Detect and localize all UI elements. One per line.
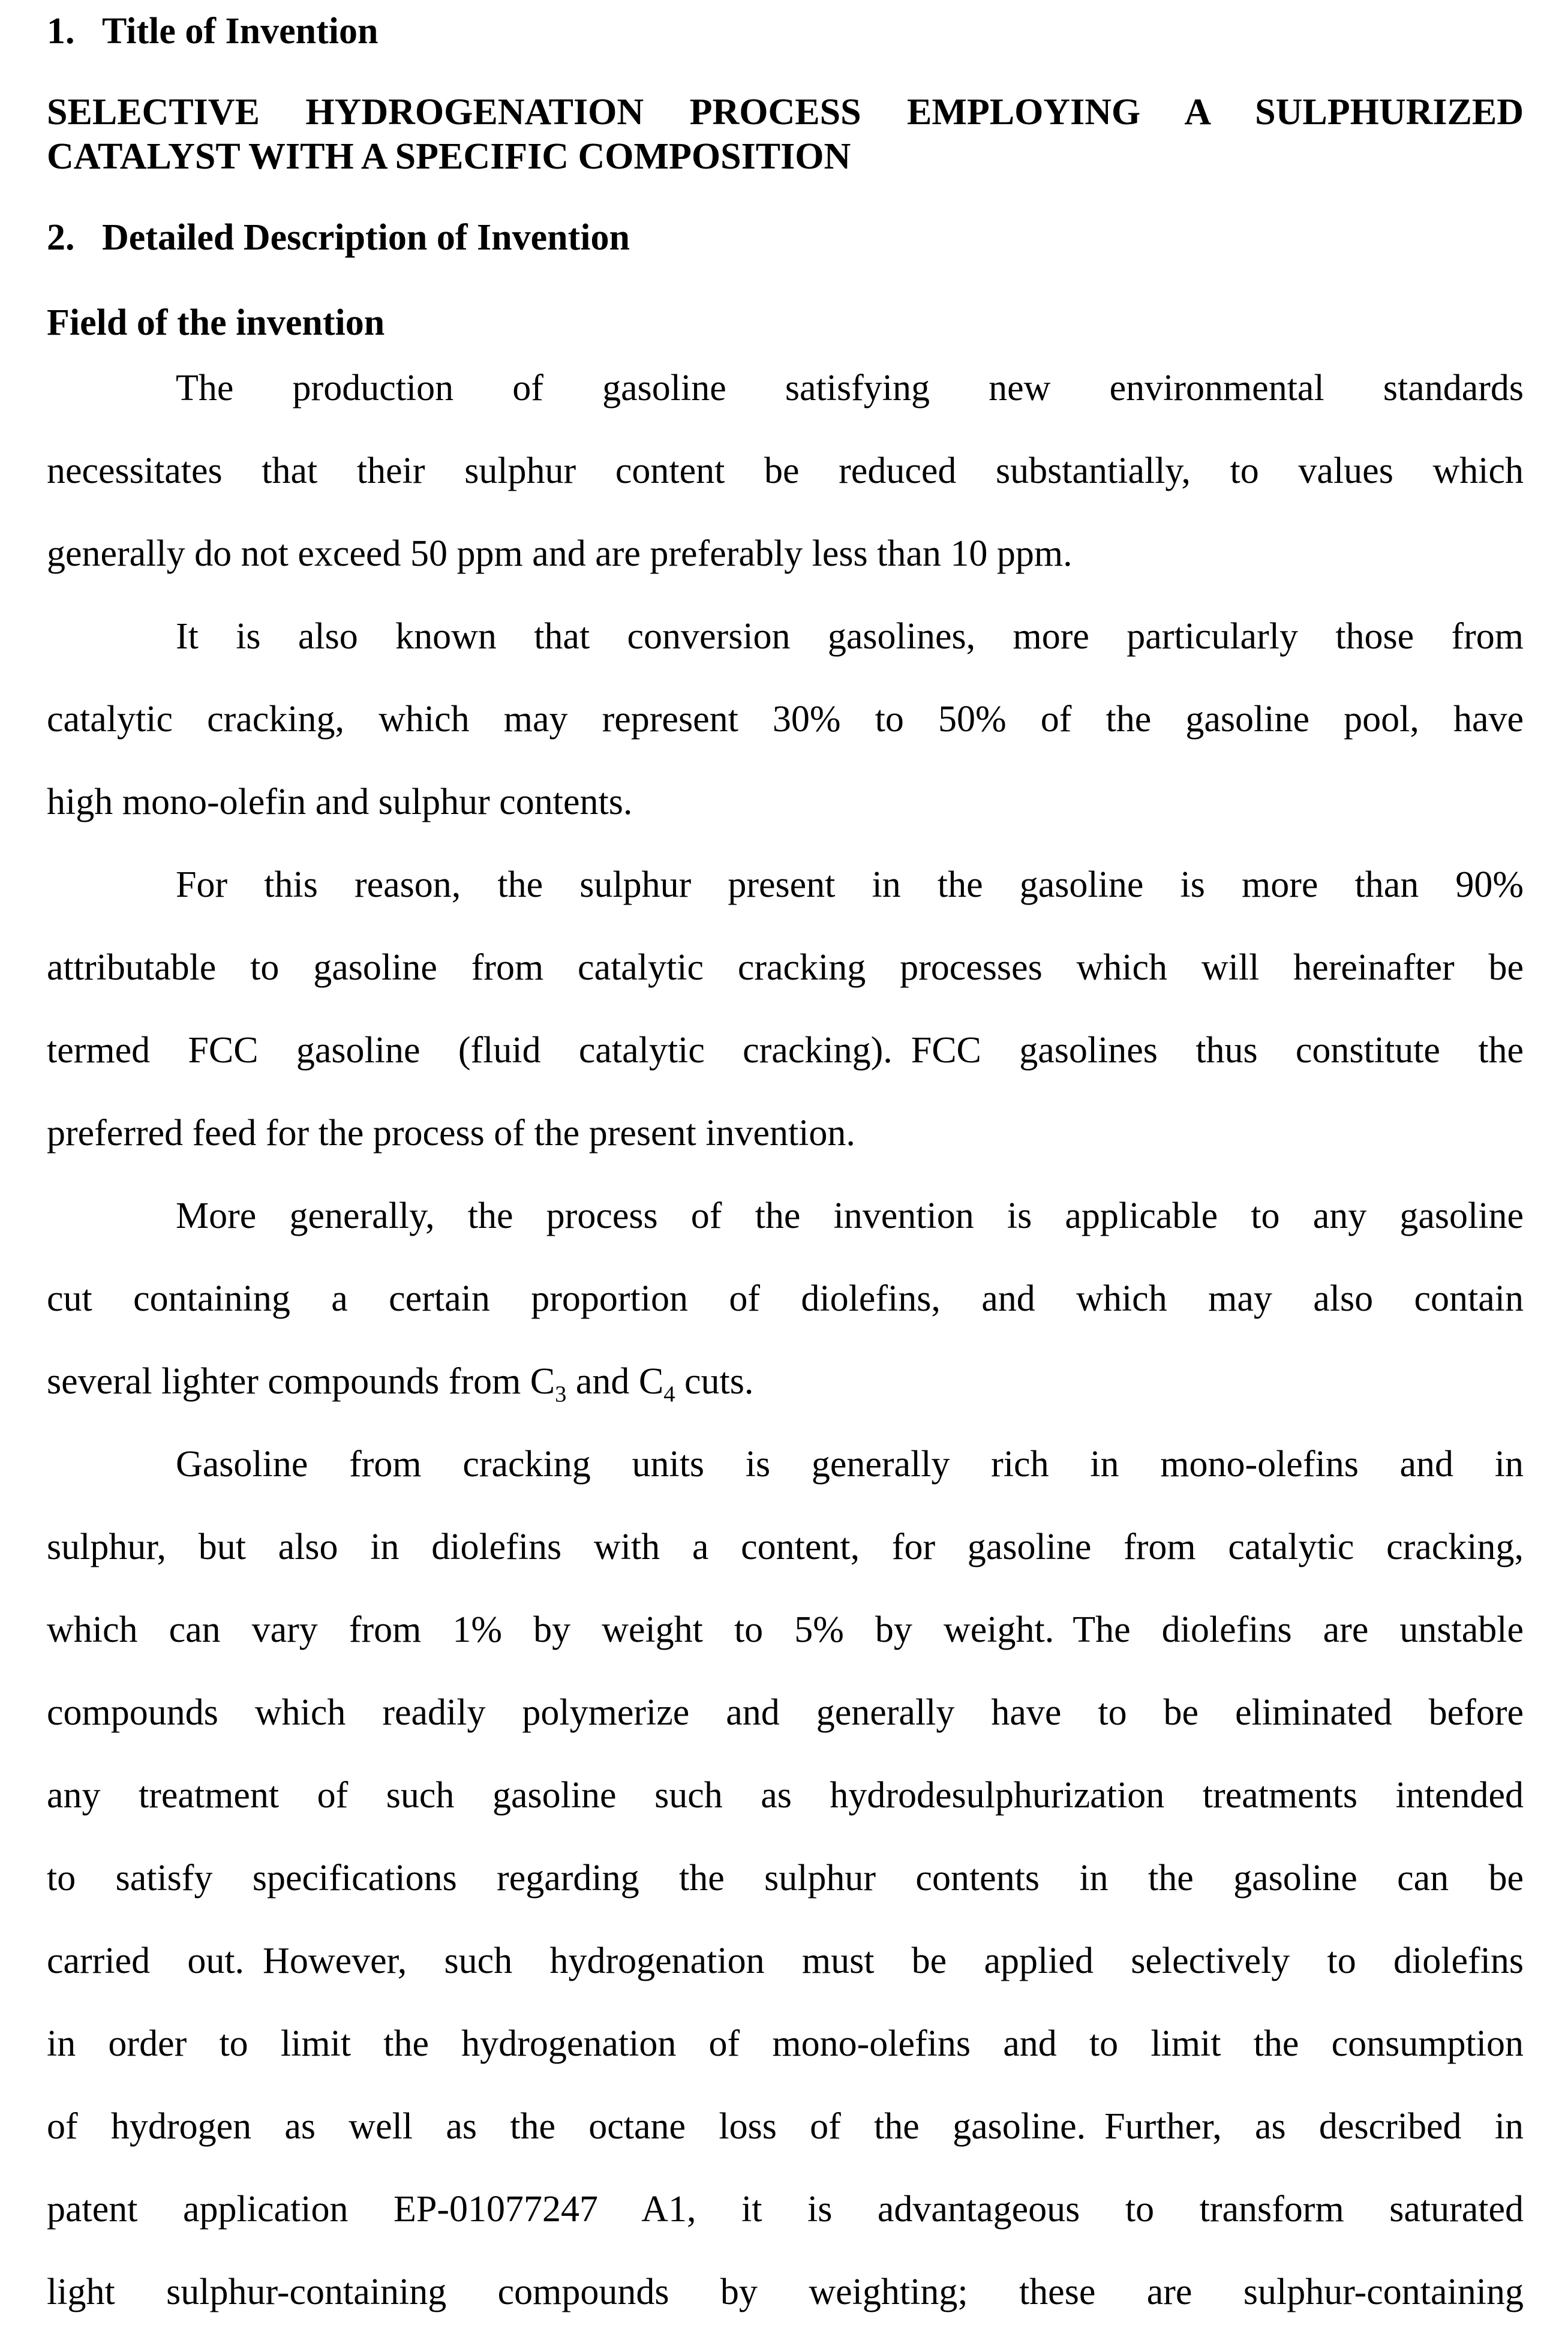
field-of-invention-heading: Field of the invention [47,302,385,343]
text-line: catalytic cracking, which may represent 30% to 50% of the gasoline pool, have [47,699,1524,740]
paragraph [47,347,1524,595]
text-line: attributable to gasoline from catalytic cracking processes which will hereinafter be [47,947,1524,988]
paragraph [47,1174,1524,1423]
paragraph [47,595,1524,843]
text-line: cut containing a certain proportion of diolefins, and which may also contain [47,1278,1524,1319]
text-line: patent application EP-01077247 A1, it is advantageous to transform saturated [47,2189,1524,2230]
text-run: several lighter compounds from C [47,1361,555,1402]
text-line: necessitates that their sulphur content be reduced substantially, to values which [47,450,1524,491]
subscript-text: 4 [663,1381,675,1407]
section-heading-detailed-description [47,214,1524,262]
section-number: 2. [47,217,75,258]
text-line: in order to limit the hydrogenation of mono-olefins and to limit the consumption [47,2023,1524,2064]
text-run: cuts. [675,1361,754,1402]
text-line: More generally, the process of the invention is applicable to any gasoline [176,1195,1524,1236]
text-line: to satisfy specifications regarding the sulphur contents in the gasoline can be [47,1858,1524,1899]
invention-title [47,90,1524,179]
text-run: and C [566,1361,664,1402]
section-number: 1. [47,11,75,52]
text-line: carried out. However, such hydrogenation must be applied selectively to diolefins [47,1941,1524,1981]
text-line: preferred feed for the process of the present invention. [47,1113,855,1154]
text-line [47,1340,1524,1423]
section-label: Detailed Description of Invention [102,217,630,258]
text-line: CATALYST WITH A SPECIFIC COMPOSITION [47,136,851,177]
text-line: The production of gasoline satisfying new environmental standards [176,368,1524,408]
text-line: SELECTIVE HYDROGENATION PROCESS EMPLOYING A SULPHURIZED [47,92,1524,133]
text-line: termed FCC gasoline (fluid catalytic cracking). FCC gasolines thus constitute the [47,1030,1524,1071]
text-line: sulphur, but also in diolefins with a content, for gasoline from catalytic cracking, [47,1527,1524,1567]
text-line: high mono-olefin and sulphur contents. [47,782,633,822]
text-line: Gasoline from cracking units is generally rich in mono-olefins and in [176,1444,1524,1485]
paragraph [47,843,1524,1174]
text-line: light sulphur-containing compounds by weighting; these are sulphur-containing [47,2272,1524,2312]
section-heading-title-of-invention [47,7,1524,55]
text-line: generally do not exceed 50 ppm and are preferably less than 10 ppm. [47,533,1073,574]
paragraph [47,1423,1524,2333]
subscript-text: 3 [555,1381,567,1407]
text-line: of hydrogen as well as the octane loss of the gasoline. Further, as described in [47,2106,1524,2147]
section-label: Title of Invention [102,11,379,52]
text-line: compounds which readily polymerize and generally have to be eliminated before [47,1692,1524,1733]
text-line: It is also known that conversion gasolines, more particularly those from [176,616,1524,657]
body-text [47,347,1524,2333]
text-line: which can vary from 1% by weight to 5% by weight. The diolefins are unstable [47,1609,1524,1650]
text-line: For this reason, the sulphur present in the gasoline is more than 90% [176,864,1524,905]
text-line: any treatment of such gasoline such as hydrodesulphurization treatments intended [47,1775,1524,1816]
